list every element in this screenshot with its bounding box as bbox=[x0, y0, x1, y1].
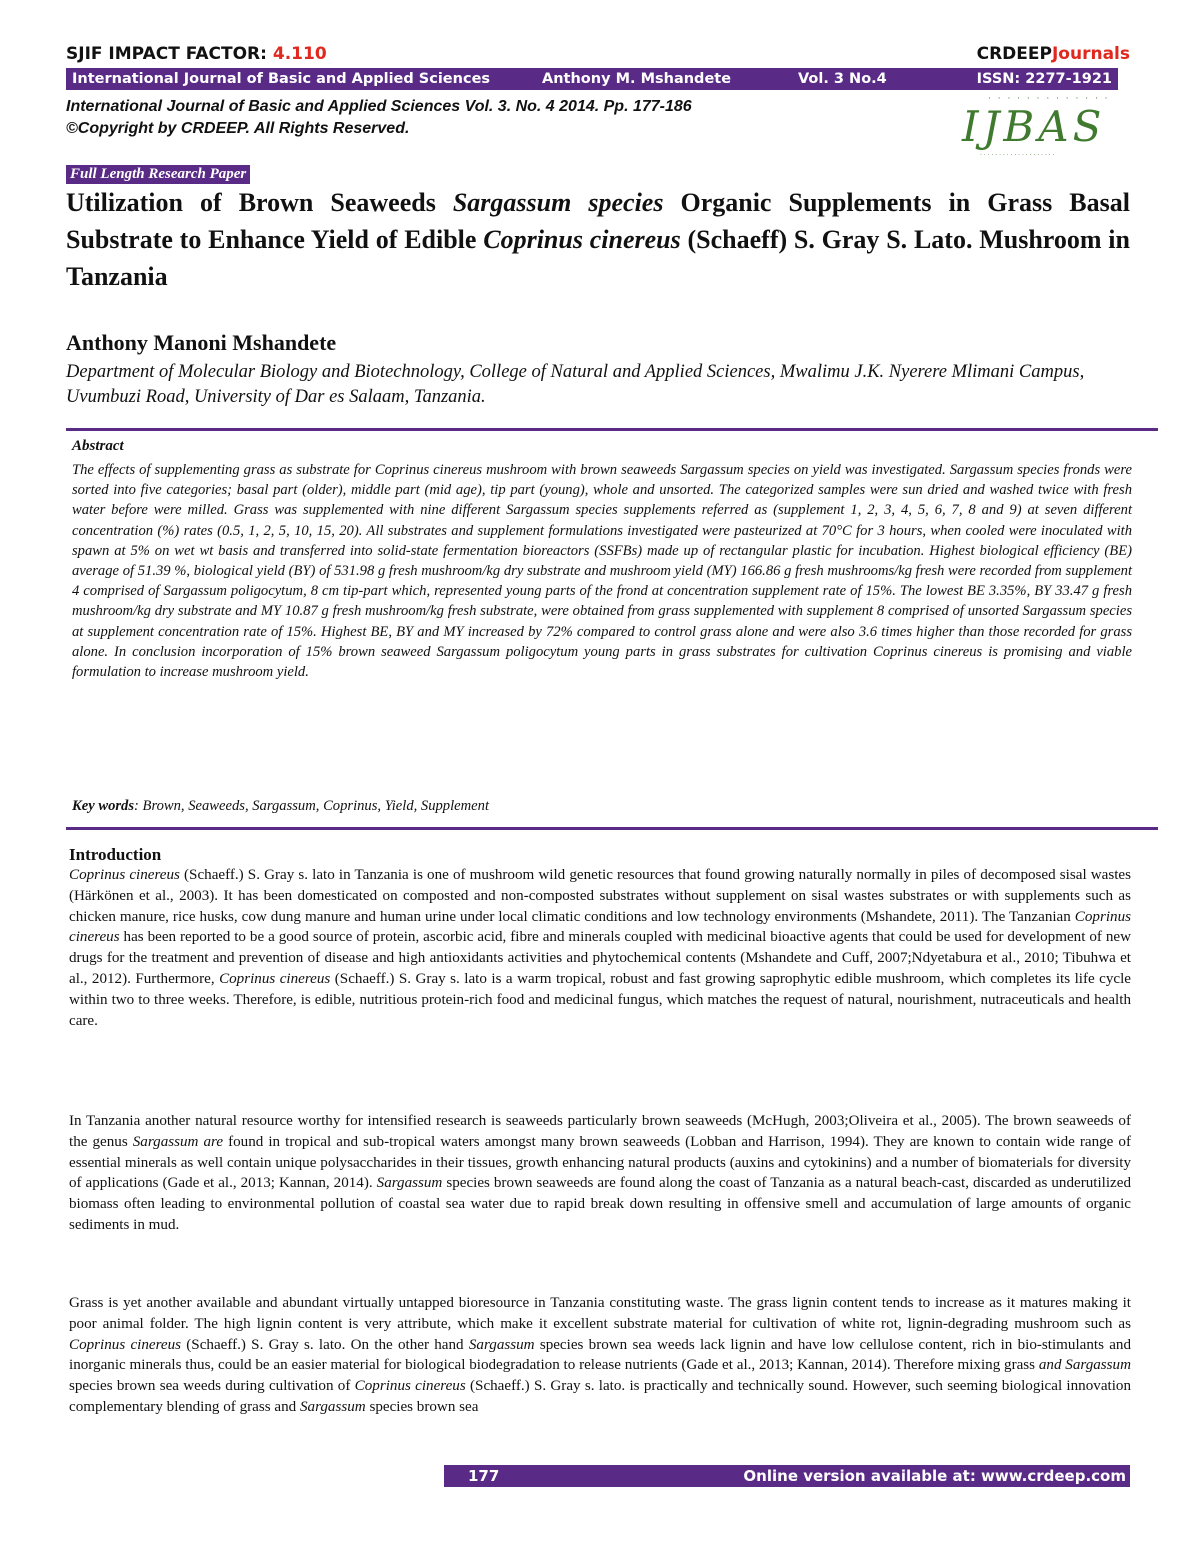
abstract-text: The effects of supplementing grass as substrate for Coprinus cinereus mushroom with brown seaweeds Sargassum species on yield was investigated. Sargassum species fronds were sorted into five categories; basal part (older), middle part (mid age), tip part (young), whole and unsorted. The categorized samples were sun dried and washed twice with fresh water before were milled. Grass was supplemented with nine different Sargassum species supplements referred as (supplement 1, 2, 3, 4, 5, 6, 7, 8 and 9) at seven different concentration (%) rates (0.5, 1, 2, 5, 10, 15, 20). All substrates and supplement formulations investigated were pasteurized at 70°C for 3 hours, when cooled were inoculated with spawn at 5% on wet wt basis and transferred into solid-state fermentation bioreactors (SSFBs) made up of rectangular plastic for incubation. Highest biological efficiency (BE) average of 51.39 %, biological yield (BY) of 531.98 g fresh mushroom/kg dry substrate and mushroom yield (MY) 166.86 g fresh mushrooms/kg fresh were recorded from supplement 4 comprised of Sargassum poligocytum, 8 cm tip-part which, represented young parts of the frond at concentration supplement rate of 15%. The lowest BE 3.35%, BY 33.47 g fresh mushroom/kg dry substrate and MY 10.87 g fresh mushroom/kg fresh substrate, were obtained from grass supplemented with supplement 8 comprised of unsorted Sargassum species at supplement concentration rate of 15%. Highest BE, BY and MY increased by 72% compared to control grass alone and were also 3.6 times higher than those recorded for grass alone. In conclusion incorporation of 15% brown seaweed Sargassum poligocytum young parts in grass substrates for cultivation Coprinus cinereus is promising and viable formulation to increase mushroom yield. bbox=[72, 462, 1132, 681]
text-run: Grass is yet another available and abundant virtually untapped bioresource in Tanzania constituting waste. The grass lignin content tends to increase as it matures making it poor animal folder. The high lignin content is very attribute, which make it excellent substrate material for cultivation of white rot, lignin-degrading mushroom such as bbox=[69, 1295, 1131, 1332]
journal-header-bar bbox=[66, 68, 1118, 90]
italic-term: Coprinus cinereus bbox=[69, 867, 180, 883]
italic-term: Sargassum bbox=[376, 1175, 443, 1192]
italic-term: Coprinus cinereus bbox=[69, 1336, 182, 1353]
keywords bbox=[72, 798, 489, 815]
keywords-label: Key words bbox=[72, 798, 135, 814]
paragraph bbox=[69, 865, 1131, 1031]
journal-top-row bbox=[66, 44, 1130, 68]
text-run: (Schaeff.) S. Gray s. lato is a warm tropical, robust and fast growing saprophytic edible mushroom, which completes its life cycle within two to three weeks. Therefore, is edible, nutritious protein-rich food and medicinal fungus, which matches the request of natural, nourishment, nutraceuticals and health care. bbox=[69, 970, 1132, 1029]
author-affiliation: Department of Molecular Biology and Biotechnology, College of Natural and Applied Sciences, Mwalimu J.K. Nyerere Mlimani Campus, Uvumbuzi Road, University of Dar es Salaam, Tanzania. bbox=[66, 362, 1085, 407]
citation-line-2: ©Copyright by CRDEEP. All Rights Reserved. bbox=[66, 120, 410, 137]
divider bbox=[66, 428, 1158, 431]
logo-dots: · · · · · · · · · · · · · bbox=[988, 94, 1110, 104]
title-italic: Sargassum species bbox=[452, 188, 664, 217]
bar-journal: International Journal of Basic and Applied Sciences bbox=[72, 71, 491, 87]
text-run: (Schaeff.) S. Gray s. lato in Tanzania is one of mushroom wild genetic resources that found growing naturally normally in piles of decomposed sisal wastes (Härkönen et al., 2003). It has been domesticated on composted and non-composted substrates without supplement on sisal wastes substrates or with supplements such as chicken manure, rice husks, cow dung manure and human urine under local climatic conditions and low technology environments (Mshandete, 2011). The Tanzanian bbox=[69, 867, 1131, 925]
text-run: species brown sea bbox=[365, 1398, 479, 1415]
text-run: In Tanzania another natural resource worthy for intensified research is seaweeds particularly brown seaweeds (McHugh, 2003;Oliveira et al., 2005). The brown seaweeds of the genus bbox=[69, 1113, 1131, 1150]
italic-term: Sargassum are bbox=[132, 1133, 224, 1150]
italic-term: and Sargassum bbox=[1038, 1357, 1131, 1374]
text-run: (Schaeff.) S. Gray s. lato. is practically and technically sound. However, such seeming biological innovation complementary blending of grass and bbox=[69, 1378, 1131, 1415]
title-part: Utilization of Brown Seaweeds bbox=[66, 188, 453, 217]
paragraph bbox=[69, 1293, 1131, 1418]
text-run: (Schaeff.) S. Gray s. lato. On the other hand bbox=[181, 1336, 469, 1353]
abstract-heading: Abstract bbox=[72, 438, 124, 454]
ijbas-logo bbox=[958, 94, 1116, 164]
title-italic: Coprinus cinereus bbox=[483, 225, 681, 254]
impact-value: 4.110 bbox=[272, 44, 327, 64]
italic-term: Coprinus cinereus bbox=[69, 908, 1131, 946]
italic-term: Sargassum bbox=[468, 1336, 535, 1353]
logo-mark: IJBAS bbox=[962, 102, 1106, 151]
impact-label: SJIF IMPACT FACTOR: bbox=[66, 44, 273, 64]
title-part: Organic Supplements in Grass Basal Substrate to Enhance Yield of Edible bbox=[66, 188, 1130, 254]
text-run: species brown sea weeds lack lignin and have low cellulose content, rich in bio-stimulants and inorganic minerals thus, could be an easier material for biological biodegradation to release nutrients (Gade et al., 2013; Kannan, 2014). Therefore mixing grass bbox=[69, 1336, 1132, 1374]
text-run: found in tropical and sub-tropical waters amongst many brown seaweeds (Lobban and Harrison, 1994). They are known to contain wide range of essential minerals as well contain unique polysaccharides in their tissues, growth enhancing natural products (auxins and cytokinins) and a number of biomaterials for diversity of applications (Gade et al., 2013; Kannan, 2014). bbox=[69, 1133, 1131, 1192]
bar-author: Anthony M. Mshandete bbox=[542, 71, 732, 87]
divider bbox=[66, 827, 1158, 830]
italic-term: Coprinus cinereus bbox=[219, 970, 331, 987]
impact-factor bbox=[66, 44, 327, 64]
italic-term: Sargassum bbox=[299, 1398, 366, 1415]
page-number: 177 bbox=[468, 1467, 500, 1485]
title-part: (Schaeff) S. Gray S. Lato. Mushroom in Tanzania bbox=[66, 225, 1130, 291]
italic-term: Coprinus cinereus bbox=[354, 1378, 466, 1395]
citation-line-1: International Journal of Basic and Applied Sciences Vol. 3. No. 4 2014. Pp. 177-186 bbox=[66, 98, 692, 115]
introduction-heading: Introduction bbox=[69, 845, 162, 864]
brand-b: Journals bbox=[1051, 44, 1130, 64]
brand-a: CRDEEP bbox=[976, 44, 1052, 64]
text-run: has been reported to be a good source of protein, ascorbic acid, fibre and minerals coupled with medicinal bioactive agents that could be used for development of new drugs for the treatment and prevention of disease and high antioxidants activities and phytochemical contents (Mshandete and Cuff, 2007;Ndyetabura et al., 2010; Tibuhwa et al., 2012). Furthermore, bbox=[69, 929, 1131, 987]
online-link[interactable]: Online version available at: www.crdeep.com bbox=[743, 1467, 1126, 1485]
paper-type-tag: Full Length Research Paper bbox=[66, 165, 250, 184]
paper-title bbox=[66, 184, 1130, 295]
author-name: Anthony Manoni Mshandete bbox=[66, 330, 337, 355]
bar-issn: ISSN: 2277-1921 bbox=[976, 71, 1112, 87]
brand-logo-text bbox=[977, 44, 1130, 64]
citation bbox=[66, 96, 692, 140]
paragraph bbox=[69, 1111, 1131, 1236]
text-run: species brown seaweeds are found along the coast of Tanzania as a natural beach-cast, discarded as underutilized biomass often leading to environmental pollution of coastal sea water due to rapid break down resulting in offensive smell and accumulation of large amounts of organic sediments in mud. bbox=[69, 1175, 1131, 1233]
logo-caption: · · · · · · · · · · · · · · · · · · · · bbox=[980, 152, 1055, 159]
keywords-list: : Brown, Seaweeds, Sargassum, Coprinus, Yield, Supplement bbox=[134, 798, 489, 814]
bar-volume: Vol. 3 No.4 bbox=[798, 71, 887, 87]
text-run: species brown sea weeds during cultivation of bbox=[69, 1378, 355, 1395]
